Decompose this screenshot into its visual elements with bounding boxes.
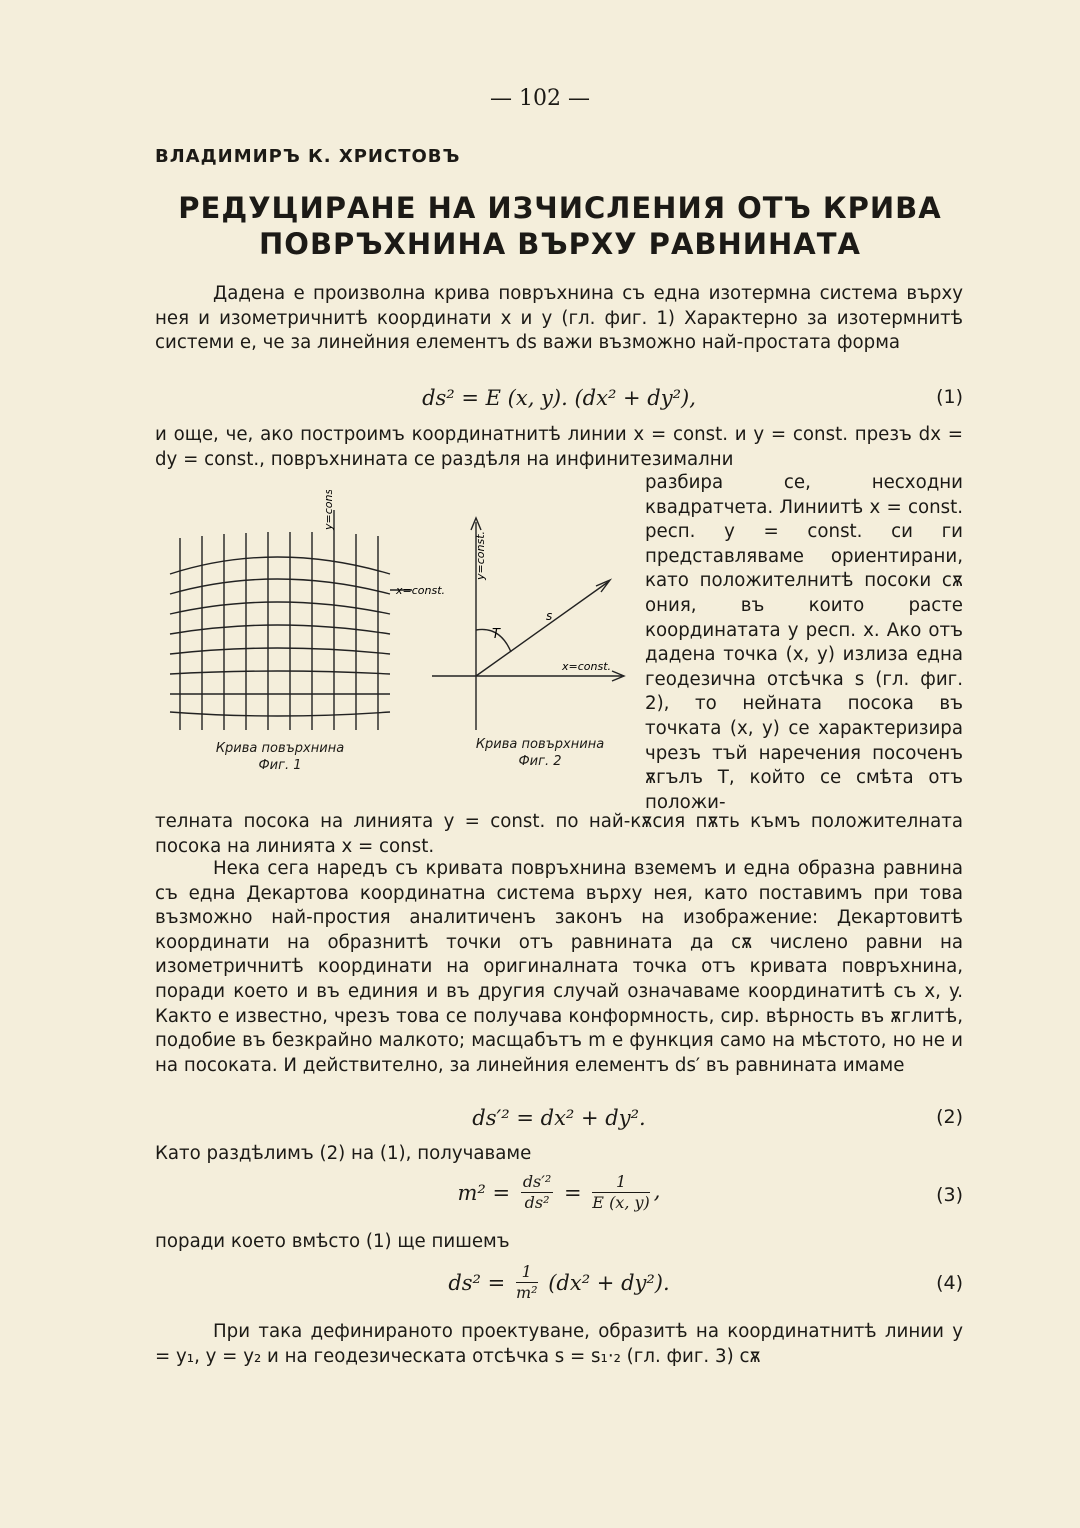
fig1-y-label: y=const. <box>322 490 335 530</box>
paragraph-5: поради което вмѣсто (1) ще пишемъ <box>155 1231 510 1252</box>
paragraph-6: При така дефинираното проектуване, образитѣ на координатнитѣ линии y = y₁, y = y₂ и на геодезическата отсѣчка s = s₁·₂ (гл. фиг. 3) сѫ <box>155 1321 963 1367</box>
fig2-x-label: x=const. <box>562 660 612 673</box>
fig2-axes <box>432 518 624 730</box>
equation-1-number: (1) <box>936 386 963 408</box>
article-title: РЕДУЦИРАНЕ НА ИЗЧИСЛЕНИЯ ОТЪ КРИВА ПОВРЪХНИНА ВЪРХУ РАВНИНАТА <box>178 191 942 261</box>
equation-2-formula: ds′² = dx² + dy². <box>472 1106 646 1130</box>
page-number: — 102 — <box>490 86 590 111</box>
figures <box>150 490 640 790</box>
equation-4-formula: ds² = $\frac{1}{\text{m²}}$ (dx² + dy²). <box>448 1262 670 1302</box>
equation-2 <box>155 1106 963 1136</box>
paragraph-2-start: и още, че, ако построимъ координатнитѣ линии x = const. и y = const. презъ dx = dy = const., повръхнината се раздѣля на инфинитезимални <box>155 424 963 470</box>
fig1-x-label: x=const. <box>396 584 446 597</box>
equation-2-number: (2) <box>936 1106 963 1128</box>
paragraph-4: Като раздѣлимъ (2) на (1), получаваме <box>155 1143 532 1164</box>
fig2-caption-title: Крива повърхнина <box>475 737 605 752</box>
equation-3 <box>155 1172 963 1222</box>
equation-4-number: (4) <box>936 1272 963 1294</box>
fig2-caption <box>450 736 630 770</box>
equation-3-number: (3) <box>936 1184 963 1206</box>
equation-3-formula: m² = $\frac{\text{ds′²}}{\text{ds²}}$ = $\frac{1}{E (x, y)}$ , <box>457 1172 661 1212</box>
fig1-caption-title: Крива повърхнина <box>215 741 345 756</box>
paragraph-2-end: телната посока на линията y = const. по най-кѫсия пѫть къмъ положителната посока на линията x = const. <box>155 811 963 857</box>
fig2-caption-number: Фиг. 2 <box>518 754 562 769</box>
fig2-s-label: s <box>546 609 553 623</box>
fig1-caption <box>190 740 370 774</box>
paragraph-1: Дадена е произволна крива повръхнина съ една изотермна система върху нея и изометричнитѣ координати x и y (гл. фиг. 1) Характерно за изотермнитѣ системи е, че за линейния елементъ ds важи възможно най-простата форма <box>155 283 963 354</box>
paragraph-3: Нека сега наредъ съ кривата повръхнина вземемъ и една образна равнина съ една Декартова координатна система върху нея, като поставимъ при това възможно най-простия аналитиченъ законъ на изображение: Декартовитѣ координати на образнитѣ точки отъ равнината да сѫ числено равни на изометричнитѣ координати на оригиналната точка отъ кривата повръхнина, поради което и въ единия и въ другия случай означаваме координатитѣ съ x, y. Както е известно, чрезъ това се получава конформность, сир. вѣрность въ ѫглитѣ, подобие въ безкрайно малкото; масщабътъ m е функция само на мѣстото, но не и на посоката. И действително, за линейния елементъ ds′ въ равнината имаме <box>155 858 963 1076</box>
fig1-caption-number: Фиг. 1 <box>258 758 302 773</box>
author: ВЛАДИМИРЪ К. ХРИСТОВЪ <box>155 146 461 167</box>
fig2-y-label: y=const. <box>474 530 487 580</box>
equation-4 <box>155 1262 963 1312</box>
fig2-t-label: T <box>492 627 500 642</box>
paragraph-2-narrow: разбира се, несходни квадратчета. Линиитѣ x = const. респ. y = const. си ги представляваме ориентирани, като положителнитѣ посоки сѫ ония, въ които расте координатата y респ. x. Ако отъ дадена точка (x, y) излиза една геодезична отсѣчка s (гл. фиг. 2), то нейната посока въ точката (x, y) се характеризира чрезъ тъй наречения посоченъ ѫгълъ T, който се смѣта отъ положи- <box>645 472 963 813</box>
equation-1-formula: ds² = E (x, y). (dx² + dy²), <box>422 386 696 410</box>
fig1-grid <box>170 510 412 730</box>
equation-1 <box>155 386 963 416</box>
